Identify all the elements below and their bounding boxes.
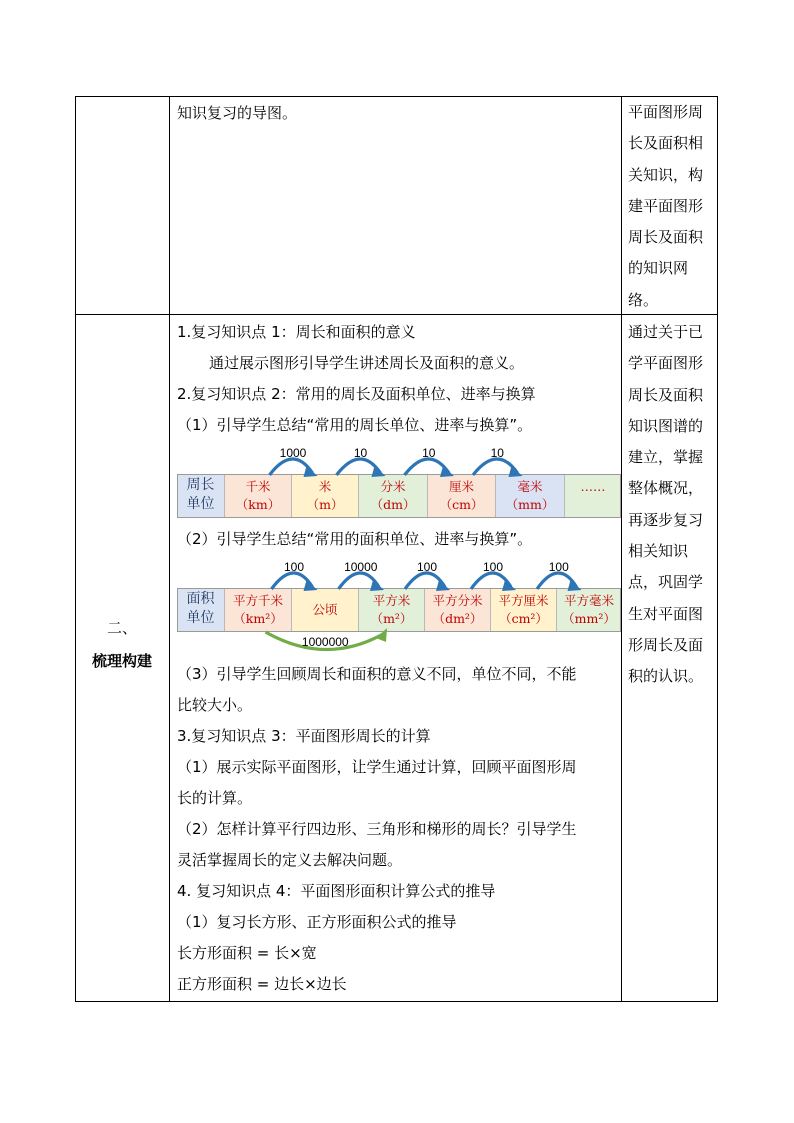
intent-line: 周长及面积 (628, 228, 704, 247)
rate-label: 10 (490, 446, 504, 460)
content-line: （3）引导学生回顾周长和面积的意义不同，单位不同，不能 (177, 665, 577, 683)
content-line: 比较大小。 (177, 696, 253, 714)
content-line: 长的计算。 (177, 789, 253, 807)
row1-content: 知识复习的导图。 (177, 104, 298, 122)
content-line: （1）复习长方形、正方形面积公式的推导 (177, 913, 457, 931)
column-divider-2 (621, 96, 622, 1002)
content-line: 灵活掌握周长的定义去解决问题。 (177, 851, 403, 869)
intent-line: 知识图谱的 (628, 416, 704, 435)
content-line: 4. 复习知识点 4：平面图形面积计算公式的推导 (177, 882, 496, 900)
rate-label: 10 (353, 446, 368, 460)
length-chart-frame (177, 474, 621, 518)
section-title: 梳理构建 (91, 652, 152, 670)
intent-line: 积的认识。 (628, 667, 704, 686)
intent-line: 关知识，构 (628, 165, 704, 184)
content-line: 1.复习知识点 1：周长和面积的意义 (177, 323, 416, 341)
area-rate-arrows (177, 558, 621, 658)
intent-line: 通过关于已 (628, 323, 704, 341)
area-unit-cell-symbol: （m²） (370, 611, 413, 626)
rate-label: 100 (548, 560, 569, 574)
content-line: 长方形面积 = 长×宽 (177, 944, 317, 962)
length-unit-cell-label: 毫米 (517, 479, 543, 494)
area-chart-header-label: 面积 (186, 591, 215, 607)
rate-arrowhead (509, 466, 523, 477)
length-unit-cell-label: 分米 (380, 479, 406, 494)
intent-line: 生对平面图 (628, 604, 704, 623)
bottom-rate-label: 1000000 (301, 635, 349, 649)
area-unit-cell-label: 公顷 (312, 602, 338, 617)
intent-line: 周长及面积 (628, 385, 704, 404)
row1-design-intent (628, 97, 712, 316)
area-unit-cell-label: 平方分米 (432, 593, 483, 608)
row2-design-intent (628, 317, 712, 693)
rate-label: 1000 (279, 446, 307, 460)
rate-label: 10000 (344, 560, 378, 574)
rate-label: 100 (416, 560, 438, 574)
area-unit-cell-symbol: （mm²） (562, 611, 616, 626)
content-line: （1）展示实际平面图形，让学生通过计算，回顾平面图形周 (177, 758, 577, 776)
area-unit-cell-symbol: （dm²） (432, 611, 483, 626)
length-unit-cell-symbol: （dm） (370, 497, 416, 512)
content-line: 3.复习知识点 3：平面图形周长的计算 (177, 727, 431, 745)
intent-line: 再逐步复习 (628, 510, 704, 529)
intent-line: 络。 (628, 290, 659, 309)
length-chart-header-symbol: 单位 (186, 496, 215, 512)
section-number: 二、 (106, 619, 137, 637)
content-line: （2）怎样计算平行四边形、三角形和梯形的周长？引导学生 (177, 820, 577, 838)
intent-line: 的知识网 (628, 259, 689, 278)
length-unit-cell-symbol: （cm） (439, 497, 484, 512)
intent-line: 整体概况， (628, 479, 704, 498)
length-unit-cell-label: 米 (318, 479, 332, 494)
content-line: （2）引导学生总结“常用的面积单位、进率与换算”。 (177, 530, 533, 548)
content-line: 通过展示图形引导学生讲述周长及面积的意义。 (209, 354, 525, 372)
intent-line: 建立，掌握 (628, 448, 704, 467)
area-unit-cell-symbol: （cm²） (499, 611, 548, 626)
rate-label: 10 (422, 446, 436, 460)
area-unit-cell-label: 平方米 (372, 593, 411, 608)
intent-line: 平面图形周 (628, 103, 704, 121)
content-line: （1）引导学生总结“常用的周长单位、进率与换算”。 (177, 416, 533, 434)
area-unit-cell-label: 平方毫米 (563, 593, 614, 608)
intent-line: 长及面积相 (628, 134, 704, 153)
lesson-table (75, 96, 718, 1002)
area-unit-cell-label: 平方厘米 (498, 593, 549, 608)
length-unit-cell-symbol: （km） (235, 497, 281, 512)
length-rate-arrows (177, 444, 621, 476)
length-unit-cell-label: 千米 (245, 479, 271, 494)
intent-line: 形周长及面 (628, 635, 704, 654)
length-ellipsis-cell-label: …… (580, 479, 606, 494)
table-border-right (717, 96, 718, 1002)
length-chart-header-label: 周长 (186, 477, 215, 493)
length-unit-cell-label: 厘米 (448, 479, 474, 494)
column-divider-1 (169, 96, 170, 1002)
intent-line: 学平面图形 (628, 354, 704, 373)
table-border-left (75, 96, 76, 1002)
rate-label: 100 (283, 560, 305, 574)
length-unit-cell-symbol: （mm） (505, 497, 555, 512)
area-unit-cell-symbol: （km²） (233, 611, 283, 626)
bottom-rate-arrowhead (376, 628, 387, 642)
intent-line: 建平面图形 (628, 196, 704, 215)
length-unit-chart (177, 474, 621, 518)
area-chart-header-symbol: 单位 (186, 610, 215, 626)
length-unit-cell-symbol: （m） (306, 497, 344, 512)
rate-label: 100 (482, 560, 504, 574)
intent-line: 相关知识 (628, 542, 689, 561)
content-line: 正方形面积 = 边长×边长 (177, 975, 347, 993)
rate-arrowhead (372, 466, 386, 477)
rate-arrowhead (440, 466, 454, 477)
intent-line: 点，巩固学 (628, 573, 704, 592)
area-unit-cell-label: 平方千米 (232, 593, 283, 608)
content-line: 2.复习知识点 2：常用的周长及面积单位、进率与换算 (177, 385, 536, 403)
